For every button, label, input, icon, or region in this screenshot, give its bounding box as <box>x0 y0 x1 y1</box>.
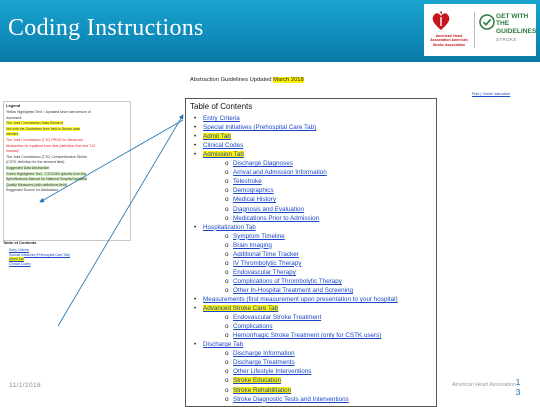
toc-link[interactable]: Measurements (first measurement upon presentation to your hospital) <box>203 296 398 303</box>
toc-sublink[interactable]: Additional Time Tracker <box>233 250 299 258</box>
legend-line-text: The Joint Commission (TJC) PROD for Measures <box>6 138 83 142</box>
toc-link[interactable]: Discharge Tab <box>203 341 244 349</box>
legend-line-text: Suggested Data Abstraction <box>6 166 50 170</box>
toc-sublink[interactable]: Stroke Education <box>233 377 281 385</box>
toc-sublink[interactable]: IV Thrombolytic Therapy <box>233 259 302 267</box>
legend-line-text: The Joint Commission Data Element <box>6 121 63 126</box>
sub-bullet-icon: o <box>225 214 229 222</box>
toc-link[interactable]: Entry Criteria <box>203 115 240 122</box>
toc-sublink[interactable]: Stroke Rehabilitation <box>233 386 292 394</box>
bullet-icon: • <box>194 133 197 141</box>
gwtg-wordmark <box>496 13 538 35</box>
slide-title: Coding Instructions <box>8 15 204 41</box>
toc-sublink[interactable]: Hemorrhagic Stroke Treatment (only for CSTK users) <box>233 332 382 340</box>
toc-link[interactable]: Admit Tab <box>203 133 231 141</box>
sub-bullet-icon: o <box>225 268 229 276</box>
document-header-prefix: Abstraction Guidelines Updated <box>190 77 274 83</box>
legend-line-text: The Joint Commission (TJC) Comprehensive Stroke <box>6 154 87 159</box>
left-toc-item[interactable]: Clinical Codes <box>9 261 31 266</box>
left-toc-item[interactable]: Special Initiatives (Prehospital Care Tab) <box>9 252 70 257</box>
sub-bullet-icon: o <box>225 259 229 267</box>
heart-torch-icon <box>431 10 451 32</box>
arrow-left-to-right <box>58 115 183 326</box>
toc-sublink[interactable]: Brain Imaging <box>233 241 272 249</box>
toc-sublink[interactable]: Other In-Hospital Treatment and Screening <box>233 286 354 294</box>
bullet-icon: • <box>194 341 197 349</box>
bullet-icon: • <box>194 305 197 313</box>
legend-line-text: Abstraction for Inpatient form field (definition from the TJC <box>6 143 96 148</box>
sub-bullet-icon: o <box>225 232 229 240</box>
legend-line-text: Specifications Manual for National Hospital Inpatient <box>6 177 87 182</box>
sub-bullet-icon: o <box>225 169 229 177</box>
toc-sublink[interactable]: Diagnosis and Evaluation <box>233 205 305 213</box>
toc-sublink[interactable]: Endovascular Therapy <box>233 268 296 276</box>
sub-bullet-icon: o <box>225 377 229 385</box>
sub-bullet-icon: o <box>225 241 229 249</box>
toc-sublink[interactable]: Medications Prior to Admission <box>233 214 320 222</box>
aha-wordmark: American Heart Association American Stroke Association <box>430 34 468 47</box>
footer-association: American Heart Association <box>452 382 516 388</box>
sub-bullet-icon: o <box>225 160 229 168</box>
document-header-date: March 2018 <box>273 77 304 83</box>
gwtg-stroke-logo <box>424 4 539 56</box>
callout-arrows <box>0 62 540 405</box>
toc-sublink[interactable]: Discharge Information <box>233 350 295 358</box>
sub-bullet-icon: o <box>225 350 229 358</box>
toc-link[interactable]: Advanced Stroke Care Tab <box>203 305 279 313</box>
sub-bullet-icon: o <box>225 332 229 340</box>
legend-line-text: Quality Measures (with definitions field) <box>6 182 67 187</box>
stroke-label: STROKE <box>496 37 517 42</box>
page-number-line-1: 1 <box>515 377 521 387</box>
toc-sublink[interactable]: Other Lifestyle Interventions <box>233 368 312 376</box>
sub-bullet-icon: o <box>225 205 229 213</box>
toc-title: Table of Contents <box>190 102 253 111</box>
legend-title: Legend <box>6 103 21 108</box>
bullet-icon: • <box>194 124 197 132</box>
toc-link[interactable]: Admission Tab <box>203 151 244 159</box>
toc-sublink[interactable]: Discharge Diagnoses <box>233 160 293 168</box>
sub-bullet-icon: o <box>225 196 229 204</box>
sub-bullet-icon: o <box>225 323 229 331</box>
left-toc-title: Table of Contents <box>3 240 37 245</box>
toc-link[interactable]: Special Initiatives (Prehospital Care Tab) <box>203 124 317 132</box>
toc-sublink[interactable]: Complications of Thrombolytic Therapy <box>233 277 342 285</box>
bullet-icon: • <box>194 223 197 231</box>
toc-link[interactable]: Clinical Codes <box>203 142 244 150</box>
legend-line-text: (CSTK definition for the element field) <box>6 160 65 165</box>
sub-bullet-icon: o <box>225 359 229 367</box>
bullet-icon: • <box>194 115 197 122</box>
toc-sublink[interactable]: Complications <box>233 323 273 331</box>
toc-sublink[interactable]: Discharge Treatments <box>233 359 295 367</box>
arrow-right-to-left <box>40 120 183 202</box>
bullet-icon: • <box>194 142 197 150</box>
sub-bullet-icon: o <box>225 187 229 195</box>
gwtg-line-1: GET WITH THE <box>496 13 529 28</box>
bullet-icon: • <box>194 296 197 303</box>
footer-date: 11/1/2018 <box>9 382 42 389</box>
sub-bullet-icon: o <box>225 386 229 394</box>
checkmark-circle-icon <box>479 14 495 30</box>
left-toc-item[interactable]: Entry Criteria <box>9 248 29 252</box>
bullet-icon: • <box>194 151 197 159</box>
toc-sublink[interactable]: Endovascular Stroke Treatment <box>233 314 322 322</box>
sub-bullet-icon: o <box>225 368 229 376</box>
toc-sublink[interactable]: Stroke Diagnostic Tests and Interventions <box>233 395 349 403</box>
toc-sublink[interactable]: Symptom Timeline <box>233 232 285 240</box>
sub-bullet-icon: o <box>225 286 229 294</box>
legend-line-text: Yellow Highlighted Text = Updated since last version of <box>6 110 91 114</box>
gwtg-line-2: GUIDELINES. <box>496 27 539 35</box>
toc-sublink[interactable]: Telestroke <box>233 178 262 186</box>
sub-bullet-icon: o <box>225 178 229 186</box>
left-toc-item[interactable]: Admit Tab <box>9 257 25 262</box>
sub-bullet-icon: o <box>225 277 229 285</box>
legend-line-text: Not with the Guidelines form field is Stroke data <box>6 126 80 131</box>
legend-line-text: Suggested Source for Abstraction <box>6 188 59 193</box>
print-link[interactable]: Print | Online Instruction <box>472 92 511 96</box>
toc-link[interactable]: Hospitalization Tab <box>203 223 256 231</box>
legend-line-text: manual) <box>6 149 19 154</box>
sub-bullet-icon: o <box>225 250 229 258</box>
sub-bullet-icon: o <box>225 314 229 322</box>
page-number-line-2: 3 <box>515 387 521 397</box>
slide-header-bar <box>0 0 540 62</box>
toc-sublink[interactable]: Medical History <box>233 196 277 204</box>
legend-line-text: Green Highlighted Text - TJC/CMS specific from the <box>6 171 87 176</box>
toc-sublink[interactable]: Arrival and Admission Information <box>233 169 327 177</box>
legend-line-text: element <box>6 132 19 137</box>
legend-line-text: document <box>6 115 22 120</box>
toc-sublink[interactable]: Demographics <box>233 187 274 195</box>
page-number <box>513 377 523 397</box>
sub-bullet-icon: o <box>225 395 229 403</box>
logo-divider <box>474 12 475 48</box>
